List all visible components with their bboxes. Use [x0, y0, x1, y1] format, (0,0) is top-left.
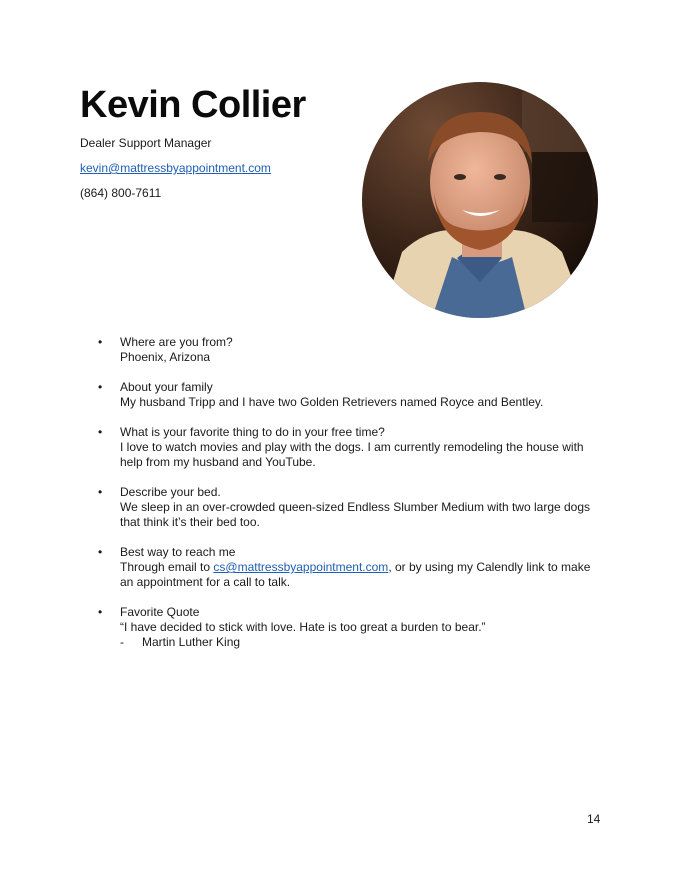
list-item: [98, 335, 598, 365]
quote-attribution: [120, 635, 598, 650]
profile-email-link[interactable]: kevin@mattressbyappointment.com: [80, 161, 271, 175]
attribution-name: Martin Luther King: [142, 635, 241, 649]
answer-text: I love to watch movies and play with the dogs. I am currently remodeling the house with help from my husband and YouTube.: [120, 440, 584, 469]
list-item: [98, 485, 598, 530]
attribution-dash: -: [120, 635, 124, 649]
answer-text: We sleep in an over-crowded queen-sized Endless Slumber Medium with two large dogs that think it’s their bed too.: [120, 500, 591, 529]
profile-phone: (864) 800-7611: [80, 186, 162, 200]
question-label: Where are you from?: [120, 335, 233, 349]
bullet: •: [98, 605, 103, 619]
profile-name: Kevin Collier: [80, 84, 306, 126]
profile-photo: [362, 82, 598, 318]
list-item: [98, 605, 598, 650]
bullet: •: [98, 335, 103, 349]
list-item: [98, 425, 598, 470]
answer-text: My husband Tripp and I have two Golden Retrievers named Royce and Bentley.: [120, 395, 544, 409]
question-label: Favorite Quote: [120, 605, 200, 619]
answer-text-suffix: , or by using my Calendly link to make an appointment for a call to talk.: [120, 560, 591, 589]
answer-text: Phoenix, Arizona: [120, 350, 211, 364]
bullet: •: [98, 380, 103, 394]
bullet: •: [98, 485, 103, 499]
question-label: About your family: [120, 380, 213, 394]
profile-photo-image: [362, 82, 598, 318]
answer-text-prefix: Through email to: [120, 560, 214, 574]
questions-list: [98, 335, 598, 665]
question-label: What is your favorite thing to do in your free time?: [120, 425, 385, 439]
list-item: [98, 380, 598, 410]
answer-text: [120, 560, 598, 590]
question-label: Describe your bed.: [120, 485, 221, 499]
quote-text: “I have decided to stick with love. Hate is too great a burden to bear.”: [120, 620, 486, 634]
contact-email-link[interactable]: cs@mattressbyappointment.com: [213, 560, 389, 574]
list-item: [98, 545, 598, 590]
bullet: •: [98, 425, 103, 439]
bullet: •: [98, 545, 103, 559]
profile-role: Dealer Support Manager: [80, 136, 212, 150]
page-number: 14: [587, 812, 601, 826]
question-label: Best way to reach me: [120, 545, 236, 559]
